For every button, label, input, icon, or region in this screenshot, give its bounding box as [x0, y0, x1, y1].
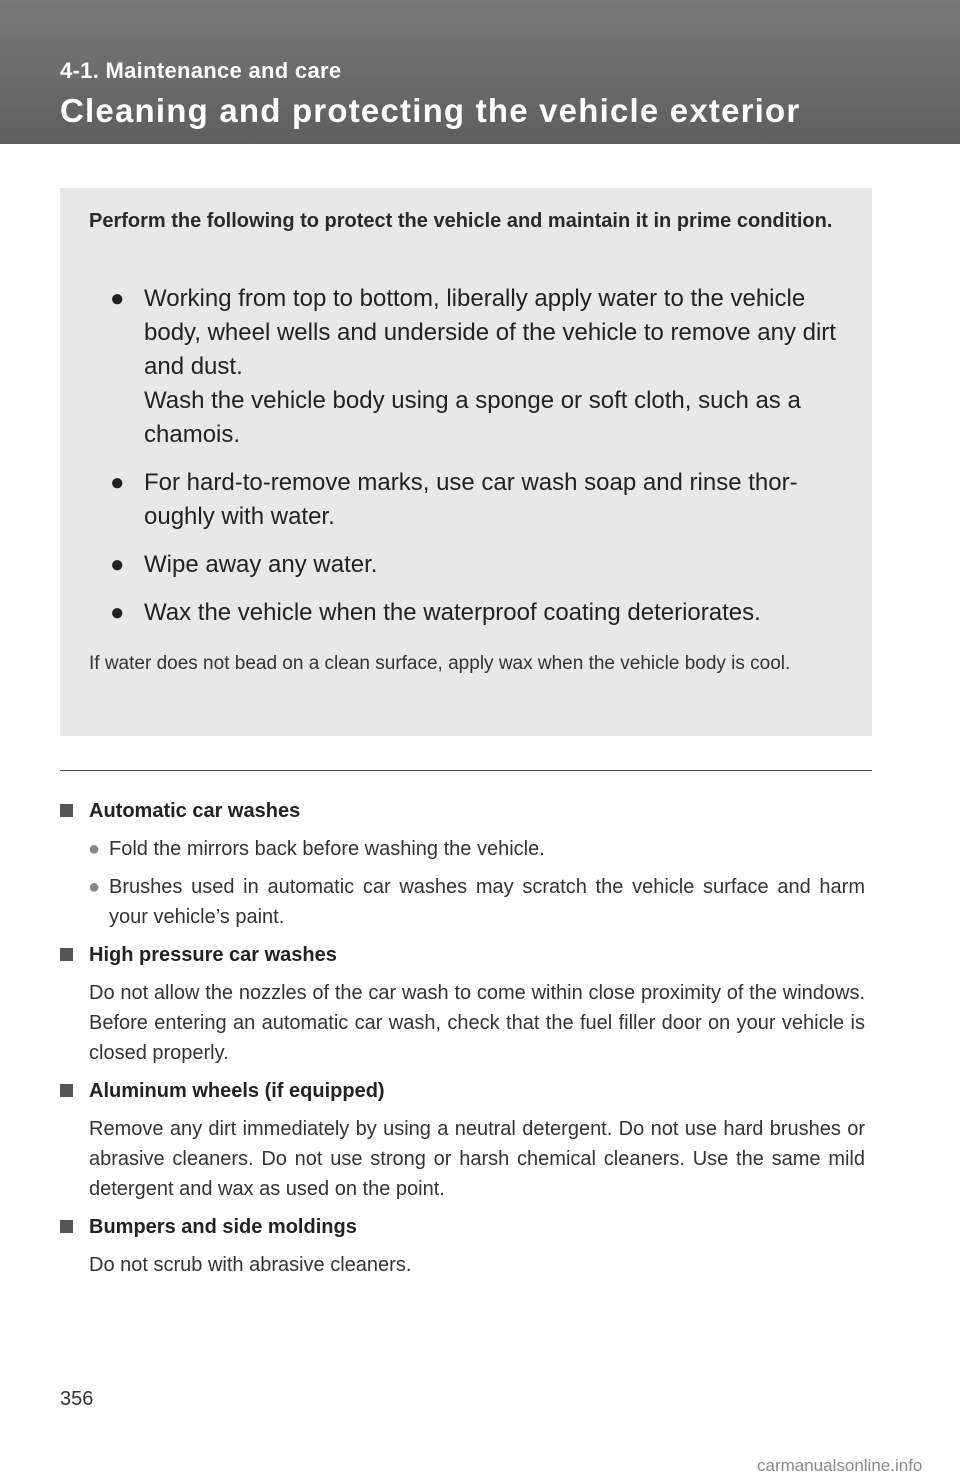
list-item-text: Working from top to bottom, liberally apply water to the vehicle body, wheel wells and underside of the vehicle to remove any dirt and dust.: [144, 285, 836, 380]
summary-note: If water does not bead on a clean surface, apply wax when the vehicle body is cool.: [89, 653, 791, 674]
bullet-icon: ●: [110, 285, 125, 312]
list-item-text: Wipe away any water.: [144, 551, 378, 578]
heading-automatic-car-washes: [60, 796, 865, 826]
list-item-text: Fold the mirrors back before washing the vehicle.: [109, 838, 545, 860]
list-item: [89, 466, 849, 534]
heading-text: Bumpers and side moldings: [89, 1216, 357, 1238]
list-item: [89, 282, 849, 452]
heading-text: High pressure car washes: [89, 944, 337, 966]
paragraph-bumpers: Do not scrub with abrasive cleaners.: [89, 1254, 412, 1276]
heading-text: Aluminum wheels (if equipped): [89, 1080, 385, 1102]
square-bullet-icon: [60, 948, 73, 961]
heading-high-pressure-car-washes: [60, 940, 865, 970]
summary-box: [60, 188, 872, 736]
list-item: [60, 872, 865, 932]
list-item-text: Wax the vehicle when the waterproof coating deteriorates.: [144, 599, 761, 626]
heading-text: Automatic car washes: [89, 800, 301, 822]
bullet-icon: ●: [110, 551, 125, 578]
bullet-icon: ●: [110, 469, 125, 496]
bullet-icon: ●: [110, 599, 125, 626]
summary-list: [89, 282, 849, 644]
list-item-text: Brushes used in automatic car washes may scratch the vehicle surface and harm your vehicle’s paint.: [109, 876, 865, 928]
square-bullet-icon: [60, 804, 73, 817]
bullet-icon: ●: [88, 876, 101, 898]
paragraph-high-pressure: Do not allow the nozzles of the car wash to come within close proximity of the windows. Before entering an automatic car wash, check that the fuel filler door on your vehicle is closed properly.: [89, 982, 865, 1064]
summary-intro: Perform the following to protect the vehicle and maintain it in prime condition.: [89, 210, 833, 232]
square-bullet-icon: [60, 1220, 73, 1233]
section-label: 4-1. Maintenance and care: [60, 58, 342, 83]
details-section: [60, 796, 865, 1288]
bullet-icon: ●: [88, 838, 101, 860]
heading-bumpers-side-moldings: [60, 1212, 865, 1242]
chapter-header-bar: [0, 0, 960, 144]
watermark: carmanualsonline.info: [757, 1456, 923, 1475]
heading-aluminum-wheels: [60, 1076, 865, 1106]
square-bullet-icon: [60, 1084, 73, 1097]
page-title: Cleaning and protecting the vehicle exterior: [60, 92, 801, 129]
list-item-text: Wash the vehicle body using a sponge or soft cloth, such as a chamois.: [144, 387, 801, 448]
list-item: [60, 834, 865, 864]
list-item: [89, 548, 849, 582]
list-item-text: For hard-to-remove marks, use car wash soap and rinse thor-oughly with water.: [144, 469, 798, 530]
paragraph-aluminum-wheels: Remove any dirt immediately by using a neutral detergent. Do not use hard brushes or abrasive cleaners. Do not use strong or harsh chemical cleaners. Use the same mild detergent and wax as used on the point.: [89, 1118, 865, 1200]
list-item: [89, 596, 849, 630]
page-number: 356: [60, 1388, 94, 1410]
section-divider: [60, 770, 872, 771]
